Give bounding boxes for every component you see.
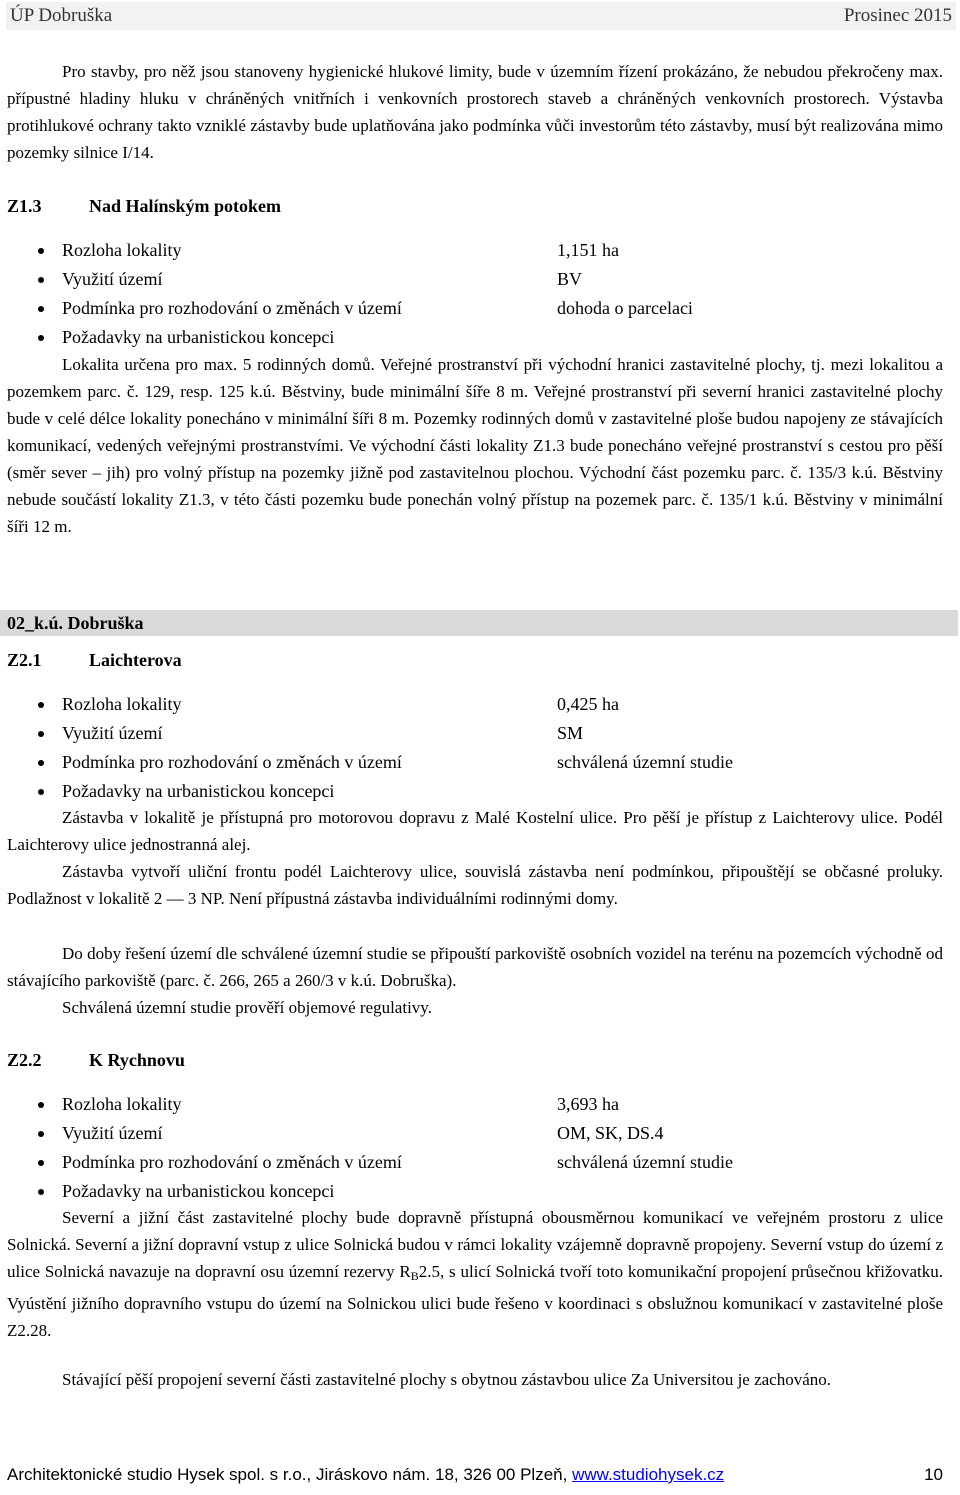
z22-paragraph-2: Stávající pěší propojení severní části zastavitelné plochy s obytnou zástavbou ulice Za Universitou je zachováno.: [62, 1370, 832, 1389]
list-item: Rozloha lokality 3,693 ha: [62, 1090, 942, 1119]
z22-code: Z2.2: [7, 1050, 42, 1070]
z22-title: K Rychnovu: [89, 1050, 185, 1070]
list-item: Rozloha lokality 0,425 ha: [62, 690, 942, 719]
bullet-icon: [38, 760, 44, 766]
z22-heading: [7, 1050, 185, 1071]
list-item: Využití území BV: [62, 265, 942, 294]
bullet-icon: [38, 789, 44, 795]
bullet-icon: [38, 248, 44, 254]
list-item: Využití území SM: [62, 719, 942, 748]
list-item: Podmínka pro rozhodování o změnách v území schválená územní studie: [62, 748, 942, 777]
z21-title: Laichterova: [89, 650, 182, 670]
z13-params: [62, 236, 942, 352]
z13-code: Z1.3: [7, 196, 42, 216]
footer-link[interactable]: www.studiohysek.cz: [572, 1465, 725, 1484]
list-item: Podmínka pro rozhodování o změnách v území schválená územní studie: [62, 1148, 942, 1177]
z21-paragraph-4: Schválená územní studie prověří objemové regulativy.: [62, 998, 432, 1017]
list-item: Využití území OM, SK, DS.4: [62, 1119, 942, 1148]
bullet-icon: [38, 335, 44, 341]
page-footer: [7, 1465, 943, 1485]
bullet-icon: [38, 277, 44, 283]
z21-params: [62, 690, 942, 806]
section-bar: [0, 610, 958, 636]
list-item: Podmínka pro rozhodování o změnách v území dohoda o parcelaci: [62, 294, 942, 323]
bullet-icon: [38, 731, 44, 737]
list-item: Požadavky na urbanistickou koncepci: [62, 323, 942, 352]
z21-heading: [7, 650, 182, 671]
list-item: Požadavky na urbanistickou koncepci: [62, 777, 942, 806]
section-title: 02_k.ú. Dobruška: [7, 613, 144, 633]
z21-code: Z2.1: [7, 650, 42, 670]
z21-paragraph-2: Zástavba vytvoří uliční frontu podél Laichterovy ulice, souvislá zástavba není podmínkou, připouštějí se občasné proluky. Podlažnost v lokalitě 2 — 3 NP. Není přípustná zástavba individuálními rodinnými domy.: [7, 862, 943, 908]
z13-text: Lokalita určena pro max. 5 rodinných domů. Veřejné prostranství při východní hranici zastavitelné plochy, tj. mezi lokalitou a pozemkem parc. č. 129, resp. 125 k.ú. Běstviny, bude minimální šíře 8 m. Veřejné prostranství při severní hranici zastavitelné plochy bude v celé délce lokality ponecháno v minimální šíři 8 m. Pozemky rodinných domů v zastavitelné ploše budou napojeny ze stávajících komunikací, vedených veřejnými prostranstvími. Ve východní části lokality Z1.3 bude ponecháno veřejné prostranství s cestou pro pěší (směr sever – jih) pro volný přístup na pozemky jižně pod zastavitelnou plochou. Východní část pozemku parc. č. 135/3 k.ú. Běstviny nebude součástí lokality Z1.3, v této části pozemku bude ponechán volný přístup na pozemek parc. č. 135/1 k.ú. Běstviny v minimální šíři 12 m.: [7, 355, 943, 536]
bullet-icon: [38, 1102, 44, 1108]
header-left: ÚP Dobruška: [10, 5, 113, 26]
bullet-icon: [38, 702, 44, 708]
z22-params: [62, 1090, 942, 1206]
z21-paragraph-3: Do doby řešení území dle schválené územní studie se připouští parkoviště osobních vozidel na terénu na pozemcích východně od stávajícího parkoviště (parc. č. 266, 265 a 260/3 v k.ú. Dobruška).: [7, 944, 943, 990]
bullet-icon: [38, 306, 44, 312]
header-right: Prosinec 2015: [843, 5, 952, 26]
list-item: Požadavky na urbanistickou koncepci: [62, 1177, 942, 1206]
z13-heading: [7, 196, 281, 217]
z22-paragraph-1: Severní a jižní část zastavitelné plochy bude dopravně přístupná obousměrnou komunikací ve veřejném prostoru z ulice Solnická. Severní a jižní dopravní vstup z ulice Solnická budou v rámci lokality vzájemně dopravně propojeny. Severní vstup do území z ulice Solnická navazuje na dopravní osu územní rezervy $R_B2.5$, s ulicí Solnická tvoří toto komunikační propojení průsečnou křižovatku. Vyústění jižního dopravního vstupu do území na Solnickou ulici bude řešeno v koordinaci s obslužnou komunikací v zastavitelné ploše Z2.28.: [7, 1208, 944, 1340]
intro-paragraph: Pro stavby, pro něž jsou stanoveny hygienické hlukové limity, bude v územním řízení prokázáno, že nebudou překročeny max. přípustné hladiny hluku v chráněných vnitřních i venkovních prostorech staveb a chráněných venkovních prostorech. Výstavba protihlukové ochrany takto vzniklé zástavby bude uplatňována jako podmínka vůči investorům této zástavby, musí být realizována mimo pozemky silnice I/14.: [7, 62, 943, 162]
bullet-icon: [38, 1131, 44, 1137]
bullet-icon: [38, 1160, 44, 1166]
footer-text: Architektonické studio Hysek spol. s r.o., Jiráskovo nám. 18, 326 00 Plzeň, www.studiohysek.cz: [7, 1465, 725, 1484]
z21-paragraph-1: Zástavba v lokalitě je přístupná pro motorovou dopravu z Malé Kostelní ulice. Pro pěší je přístup z Laichterovy ulice. Podél Laichterovy ulice jednostranná alej.: [7, 808, 943, 854]
list-item: Rozloha lokality 1,151 ha: [62, 236, 942, 265]
page-number: 10: [924, 1465, 943, 1484]
z13-title: Nad Halínským potokem: [89, 196, 282, 216]
bullet-icon: [38, 1189, 44, 1195]
page-header: [6, 2, 956, 30]
